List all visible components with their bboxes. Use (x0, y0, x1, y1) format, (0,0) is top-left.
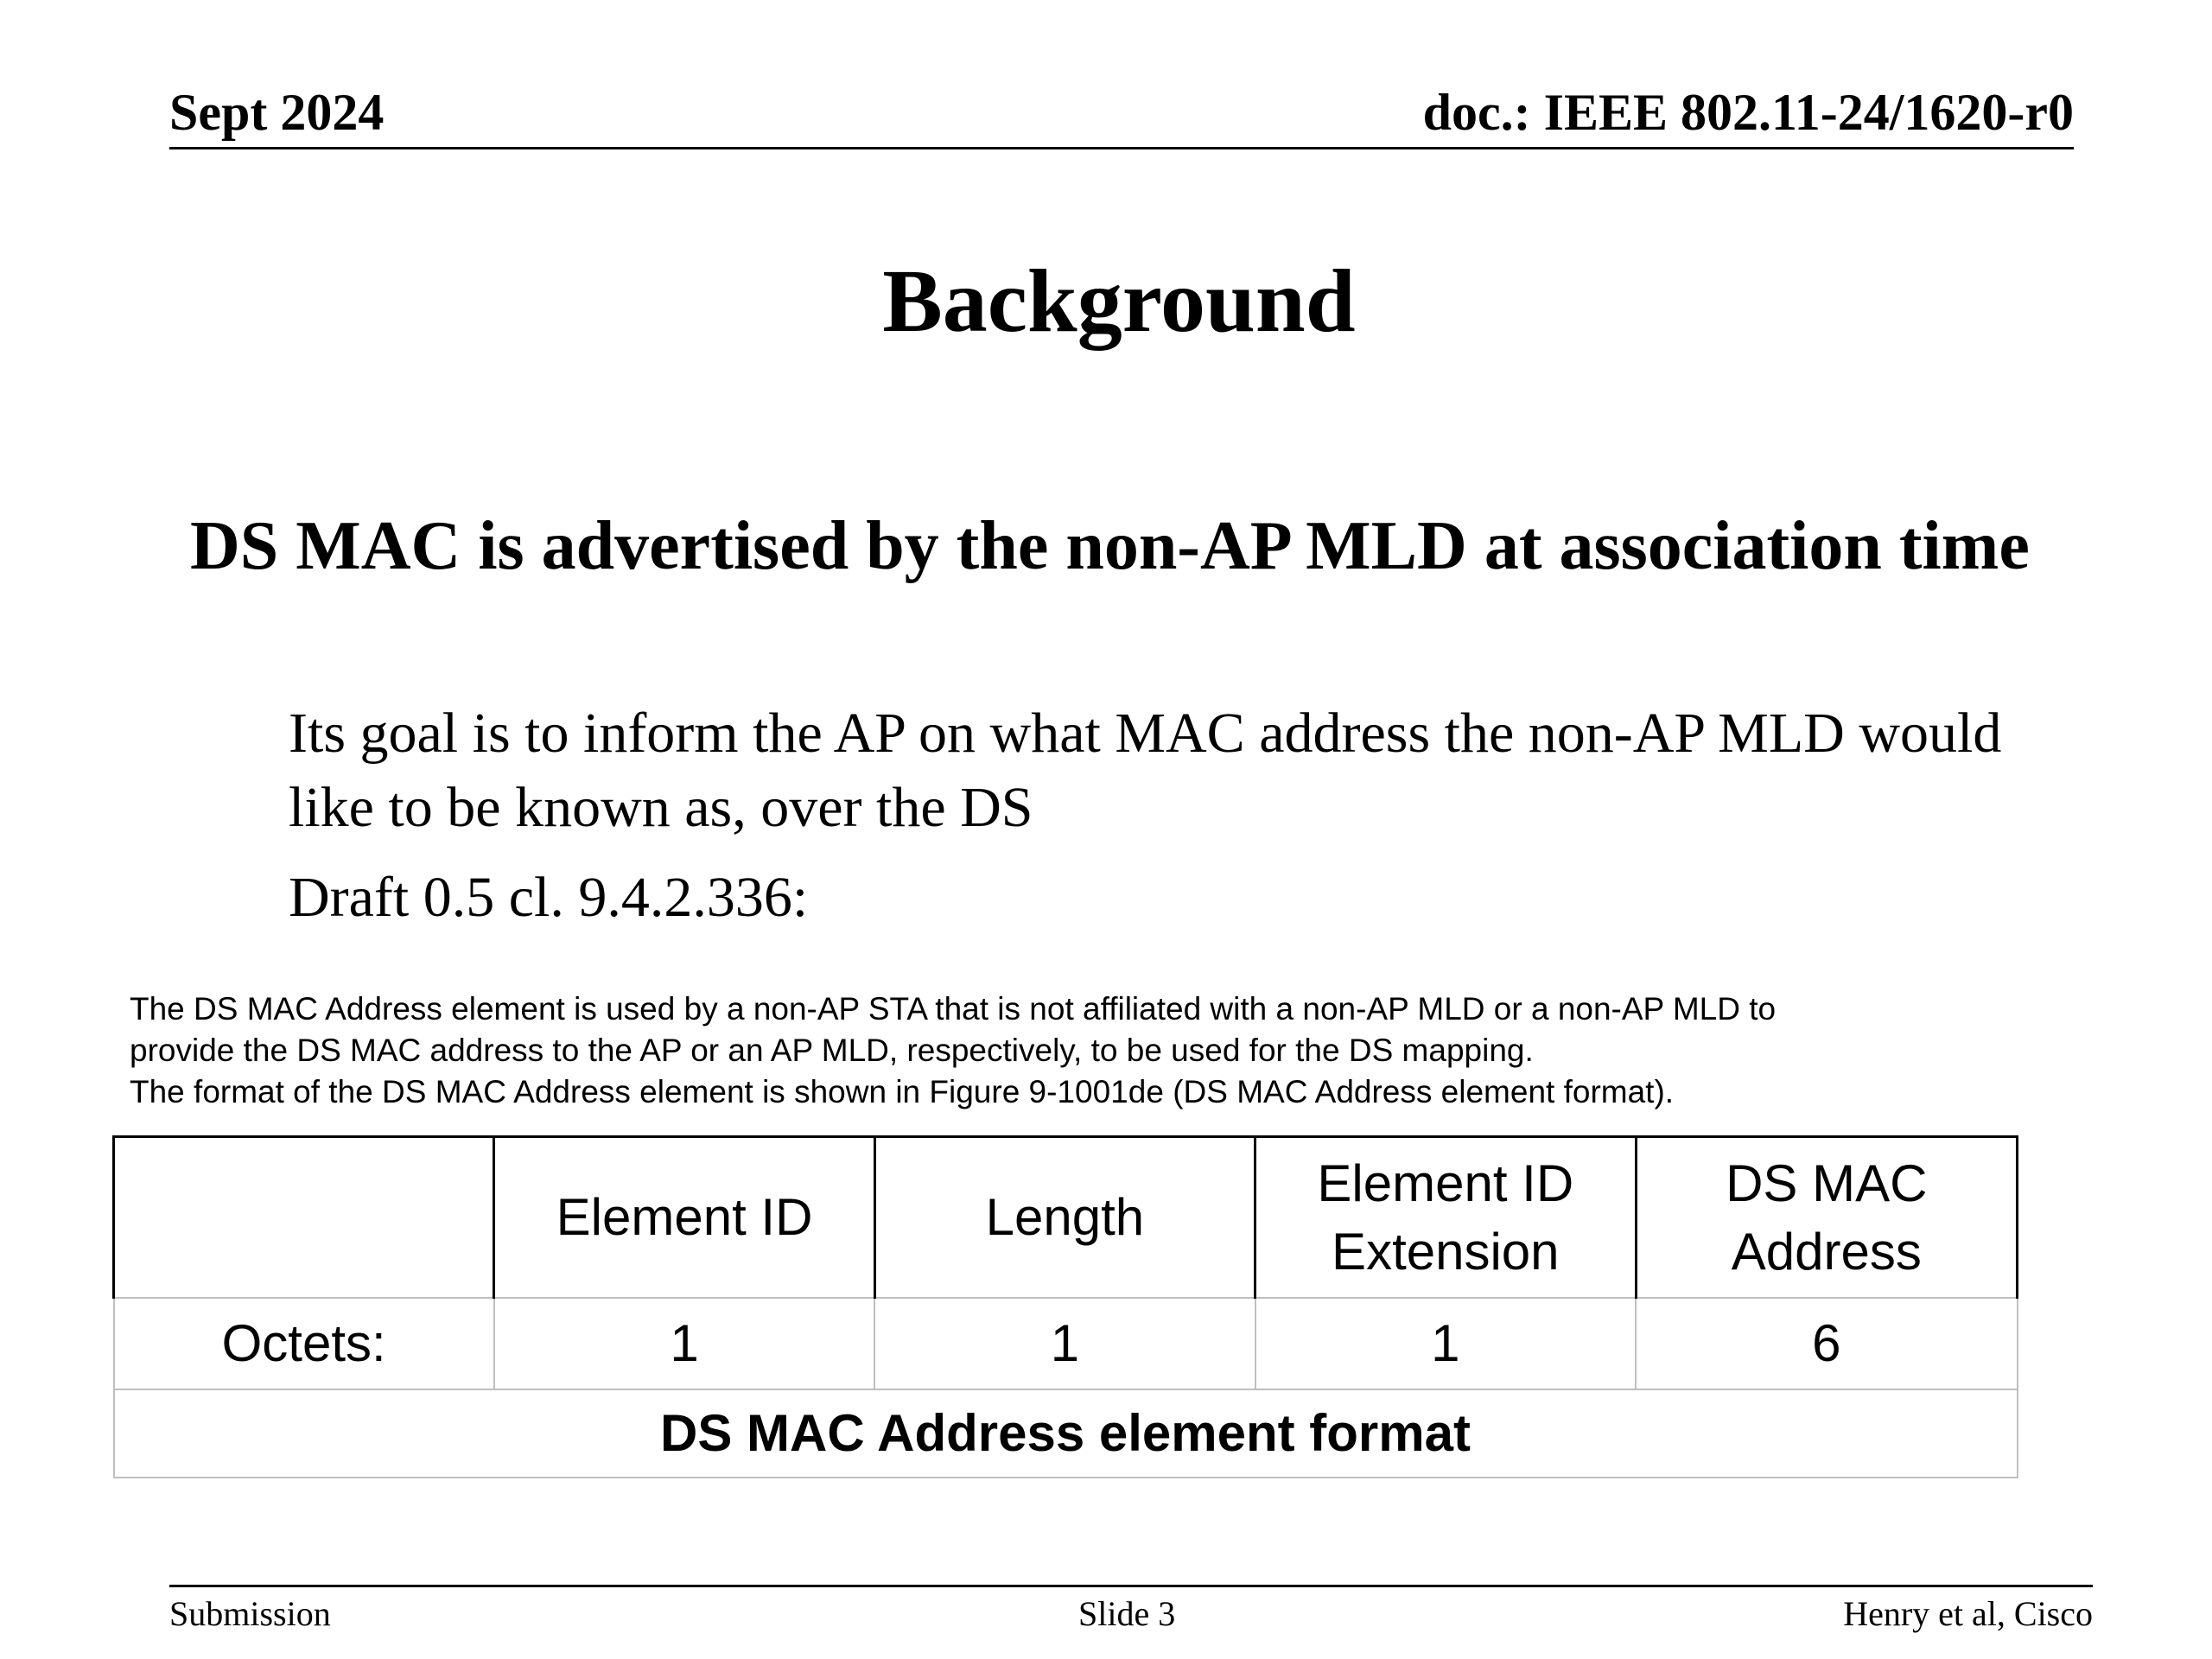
slide-title: Background (882, 251, 1356, 351)
table-cell-field: Length (874, 1137, 1255, 1299)
spec-excerpt-line: The format of the DS MAC Address element is shown in Figure 9-1001de (DS MAC Address element format). (130, 1074, 1675, 1109)
header-date: Sept 2024 (169, 84, 385, 141)
table-cell-octets: 1 (494, 1298, 874, 1389)
table-cell-octets: 6 (1636, 1298, 2017, 1389)
footer-rule (169, 1585, 2093, 1587)
footer-authors: Henry et al, Cisco (1843, 1594, 2093, 1633)
table-cell-field: Element ID (494, 1137, 874, 1299)
spec-excerpt (130, 988, 2117, 1113)
table-row-octets (114, 1298, 2018, 1389)
header-rule (169, 147, 2074, 149)
table-cell-octets: 1 (874, 1298, 1255, 1389)
table-row-caption (114, 1389, 2018, 1478)
table-row-fields (114, 1137, 2018, 1299)
body-paragraph-goal: Its goal is to inform the AP on what MAC address the non-AP MLD would like to be known as, over the DS (289, 702, 2002, 839)
body-paragraph-draft-ref: Draft 0.5 cl. 9.4.2.336: (289, 866, 809, 929)
table-cell-field: Element ID Extension (1255, 1137, 1637, 1299)
element-format-table (112, 1135, 2018, 1478)
footer-slide-number: Slide 3 (1078, 1594, 1176, 1633)
spec-excerpt-line: The DS MAC Address element is used by a non-AP STA that is not affiliated with a non-AP MLD or a non-AP MLD to (130, 991, 1777, 1027)
footer-submission: Submission (169, 1594, 331, 1633)
table-cell-empty (114, 1137, 494, 1299)
table-caption: DS MAC Address element format (114, 1389, 2018, 1478)
subheading: DS MAC is advertised by the non-AP MLD at association time (190, 508, 2030, 584)
header-doc-id: doc.: IEEE 802.11-24/1620-r0 (1422, 84, 2074, 141)
table-cell-field: DS MAC Address (1636, 1137, 2017, 1299)
table-cell-octets-label: Octets: (114, 1298, 494, 1389)
table-cell-octets: 1 (1255, 1298, 1637, 1389)
spec-excerpt-line: provide the DS MAC address to the AP or an AP MLD, respectively, to be used for the DS mapping. (130, 1033, 1534, 1068)
